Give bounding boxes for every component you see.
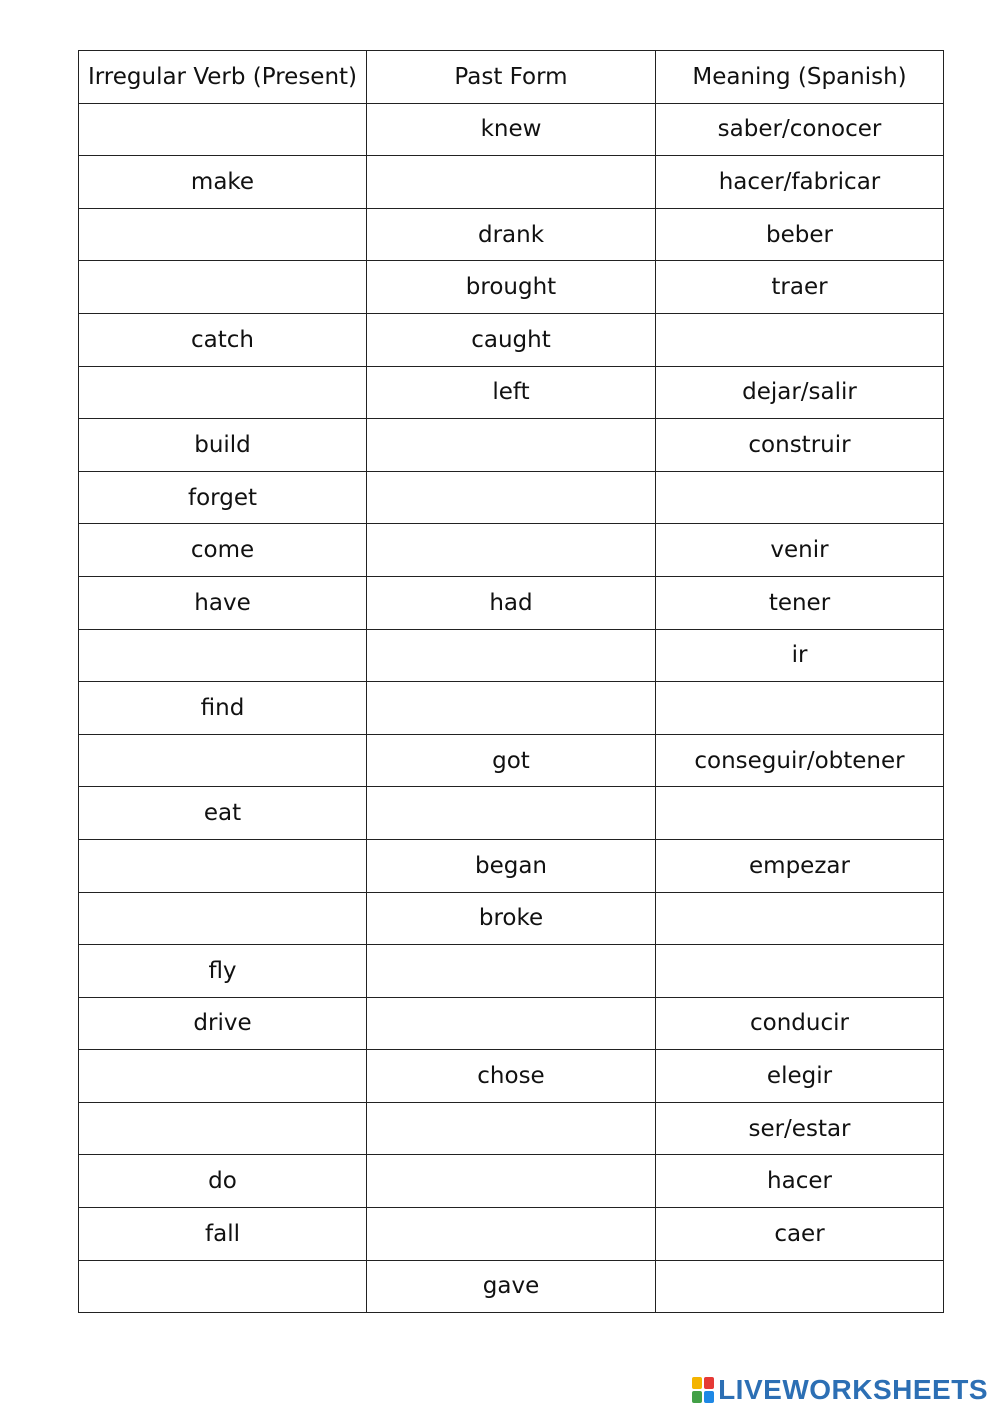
column-header-meaning: Meaning (Spanish) — [656, 51, 944, 104]
cell-meaning: construir — [656, 419, 944, 472]
answer-input-past[interactable] — [371, 1155, 651, 1207]
cell-past: got — [367, 734, 656, 787]
table-row — [79, 997, 944, 1050]
answer-cell-past[interactable] — [367, 156, 656, 209]
answer-cell-present[interactable] — [79, 366, 367, 419]
answer-cell-present[interactable] — [79, 629, 367, 682]
table-row — [79, 156, 944, 209]
answer-cell-present[interactable] — [79, 1102, 367, 1155]
answer-cell-meaning[interactable] — [656, 313, 944, 366]
answer-input-present[interactable] — [83, 630, 362, 682]
cell-past: chose — [367, 1050, 656, 1103]
answer-cell-past[interactable] — [367, 629, 656, 682]
cell-meaning: beber — [656, 208, 944, 261]
table-row — [79, 419, 944, 472]
cell-meaning: elegir — [656, 1050, 944, 1103]
answer-cell-past[interactable] — [367, 682, 656, 735]
cell-present: eat — [79, 787, 367, 840]
answer-input-present[interactable] — [83, 367, 362, 419]
table-row — [79, 1260, 944, 1313]
answer-cell-present[interactable] — [79, 734, 367, 787]
cell-present: do — [79, 1155, 367, 1208]
answer-input-meaning[interactable] — [660, 787, 939, 839]
answer-cell-past[interactable] — [367, 1102, 656, 1155]
answer-input-meaning[interactable] — [660, 472, 939, 524]
verb-worksheet — [78, 50, 943, 1313]
cell-meaning: hacer/fabricar — [656, 156, 944, 209]
cell-meaning: ser/estar — [656, 1102, 944, 1155]
answer-cell-past[interactable] — [367, 419, 656, 472]
table-row — [79, 1102, 944, 1155]
column-header-past: Past Form — [367, 51, 656, 104]
liveworksheets-logo — [692, 1374, 988, 1406]
answer-input-past[interactable] — [371, 1208, 651, 1260]
answer-cell-present[interactable] — [79, 1050, 367, 1103]
answer-cell-present[interactable] — [79, 261, 367, 314]
answer-cell-meaning[interactable] — [656, 787, 944, 840]
cell-present: build — [79, 419, 367, 472]
table-row — [79, 892, 944, 945]
answer-input-present[interactable] — [83, 1103, 362, 1155]
cell-present: have — [79, 576, 367, 629]
table-row — [79, 208, 944, 261]
cell-past: began — [367, 839, 656, 892]
column-header-present: Irregular Verb (Present) — [79, 51, 367, 104]
table-row — [79, 366, 944, 419]
cell-present: fly — [79, 945, 367, 998]
cell-present: catch — [79, 313, 367, 366]
answer-cell-meaning[interactable] — [656, 892, 944, 945]
table-body — [79, 103, 944, 1313]
answer-input-past[interactable] — [371, 945, 651, 997]
table-row — [79, 576, 944, 629]
answer-input-present[interactable] — [83, 893, 362, 945]
answer-cell-meaning[interactable] — [656, 471, 944, 524]
answer-input-present[interactable] — [83, 209, 362, 261]
cell-meaning: tener — [656, 576, 944, 629]
cell-present: forget — [79, 471, 367, 524]
table-row — [79, 839, 944, 892]
cell-meaning: venir — [656, 524, 944, 577]
answer-cell-past[interactable] — [367, 471, 656, 524]
answer-input-meaning[interactable] — [660, 682, 939, 734]
cell-present: make — [79, 156, 367, 209]
table-row — [79, 1155, 944, 1208]
cell-meaning: dejar/salir — [656, 366, 944, 419]
answer-input-present[interactable] — [83, 1261, 362, 1313]
answer-input-past[interactable] — [371, 998, 651, 1050]
answer-cell-meaning[interactable] — [656, 1260, 944, 1313]
answer-input-past[interactable] — [371, 1103, 651, 1155]
cell-meaning: saber/conocer — [656, 103, 944, 156]
cell-past: gave — [367, 1260, 656, 1313]
answer-input-past[interactable] — [371, 630, 651, 682]
table-row — [79, 524, 944, 577]
cell-present: find — [79, 682, 367, 735]
answer-input-past[interactable] — [371, 156, 651, 208]
cell-meaning: ir — [656, 629, 944, 682]
answer-input-present[interactable] — [83, 840, 362, 892]
table-row — [79, 103, 944, 156]
answer-input-past[interactable] — [371, 682, 651, 734]
answer-cell-present[interactable] — [79, 839, 367, 892]
cell-past: left — [367, 366, 656, 419]
table-row — [79, 734, 944, 787]
table-row — [79, 471, 944, 524]
answer-cell-present[interactable] — [79, 103, 367, 156]
cell-present: drive — [79, 997, 367, 1050]
answer-cell-past[interactable] — [367, 997, 656, 1050]
answer-cell-past[interactable] — [367, 945, 656, 998]
answer-cell-past[interactable] — [367, 524, 656, 577]
table-header-row — [79, 51, 944, 104]
cell-meaning: hacer — [656, 1155, 944, 1208]
table-row — [79, 1208, 944, 1261]
answer-cell-meaning[interactable] — [656, 945, 944, 998]
answer-cell-past[interactable] — [367, 1155, 656, 1208]
table-row — [79, 261, 944, 314]
irregular-verbs-table — [78, 50, 944, 1313]
cell-meaning: caer — [656, 1208, 944, 1261]
table-row — [79, 945, 944, 998]
answer-cell-meaning[interactable] — [656, 682, 944, 735]
answer-input-meaning[interactable] — [660, 1261, 939, 1313]
table-row — [79, 682, 944, 735]
cell-meaning: traer — [656, 261, 944, 314]
cell-present: come — [79, 524, 367, 577]
cell-past: brought — [367, 261, 656, 314]
cell-meaning: conducir — [656, 997, 944, 1050]
answer-input-present[interactable] — [83, 1050, 362, 1102]
answer-input-present[interactable] — [83, 261, 362, 313]
answer-input-past[interactable] — [371, 787, 651, 839]
answer-cell-past[interactable] — [367, 1208, 656, 1261]
answer-input-meaning[interactable] — [660, 314, 939, 366]
answer-cell-present[interactable] — [79, 1260, 367, 1313]
answer-cell-present[interactable] — [79, 208, 367, 261]
cell-present: fall — [79, 1208, 367, 1261]
answer-input-past[interactable] — [371, 472, 651, 524]
answer-input-past[interactable] — [371, 524, 651, 576]
cell-meaning: empezar — [656, 839, 944, 892]
table-row — [79, 629, 944, 682]
brand-name: LIVEWORKSHEETS — [718, 1374, 988, 1405]
cell-past: knew — [367, 103, 656, 156]
answer-input-past[interactable] — [371, 419, 651, 471]
table-row — [79, 1050, 944, 1103]
table-row — [79, 313, 944, 366]
answer-input-present[interactable] — [83, 104, 362, 156]
cell-meaning: conseguir/obtener — [656, 734, 944, 787]
answer-input-meaning[interactable] — [660, 893, 939, 945]
answer-cell-present[interactable] — [79, 892, 367, 945]
cell-past: had — [367, 576, 656, 629]
liveworksheets-mark-icon — [692, 1377, 714, 1403]
answer-cell-past[interactable] — [367, 787, 656, 840]
cell-past: caught — [367, 313, 656, 366]
answer-input-meaning[interactable] — [660, 945, 939, 997]
table-row — [79, 787, 944, 840]
cell-past: broke — [367, 892, 656, 945]
cell-past: drank — [367, 208, 656, 261]
answer-input-present[interactable] — [83, 735, 362, 787]
